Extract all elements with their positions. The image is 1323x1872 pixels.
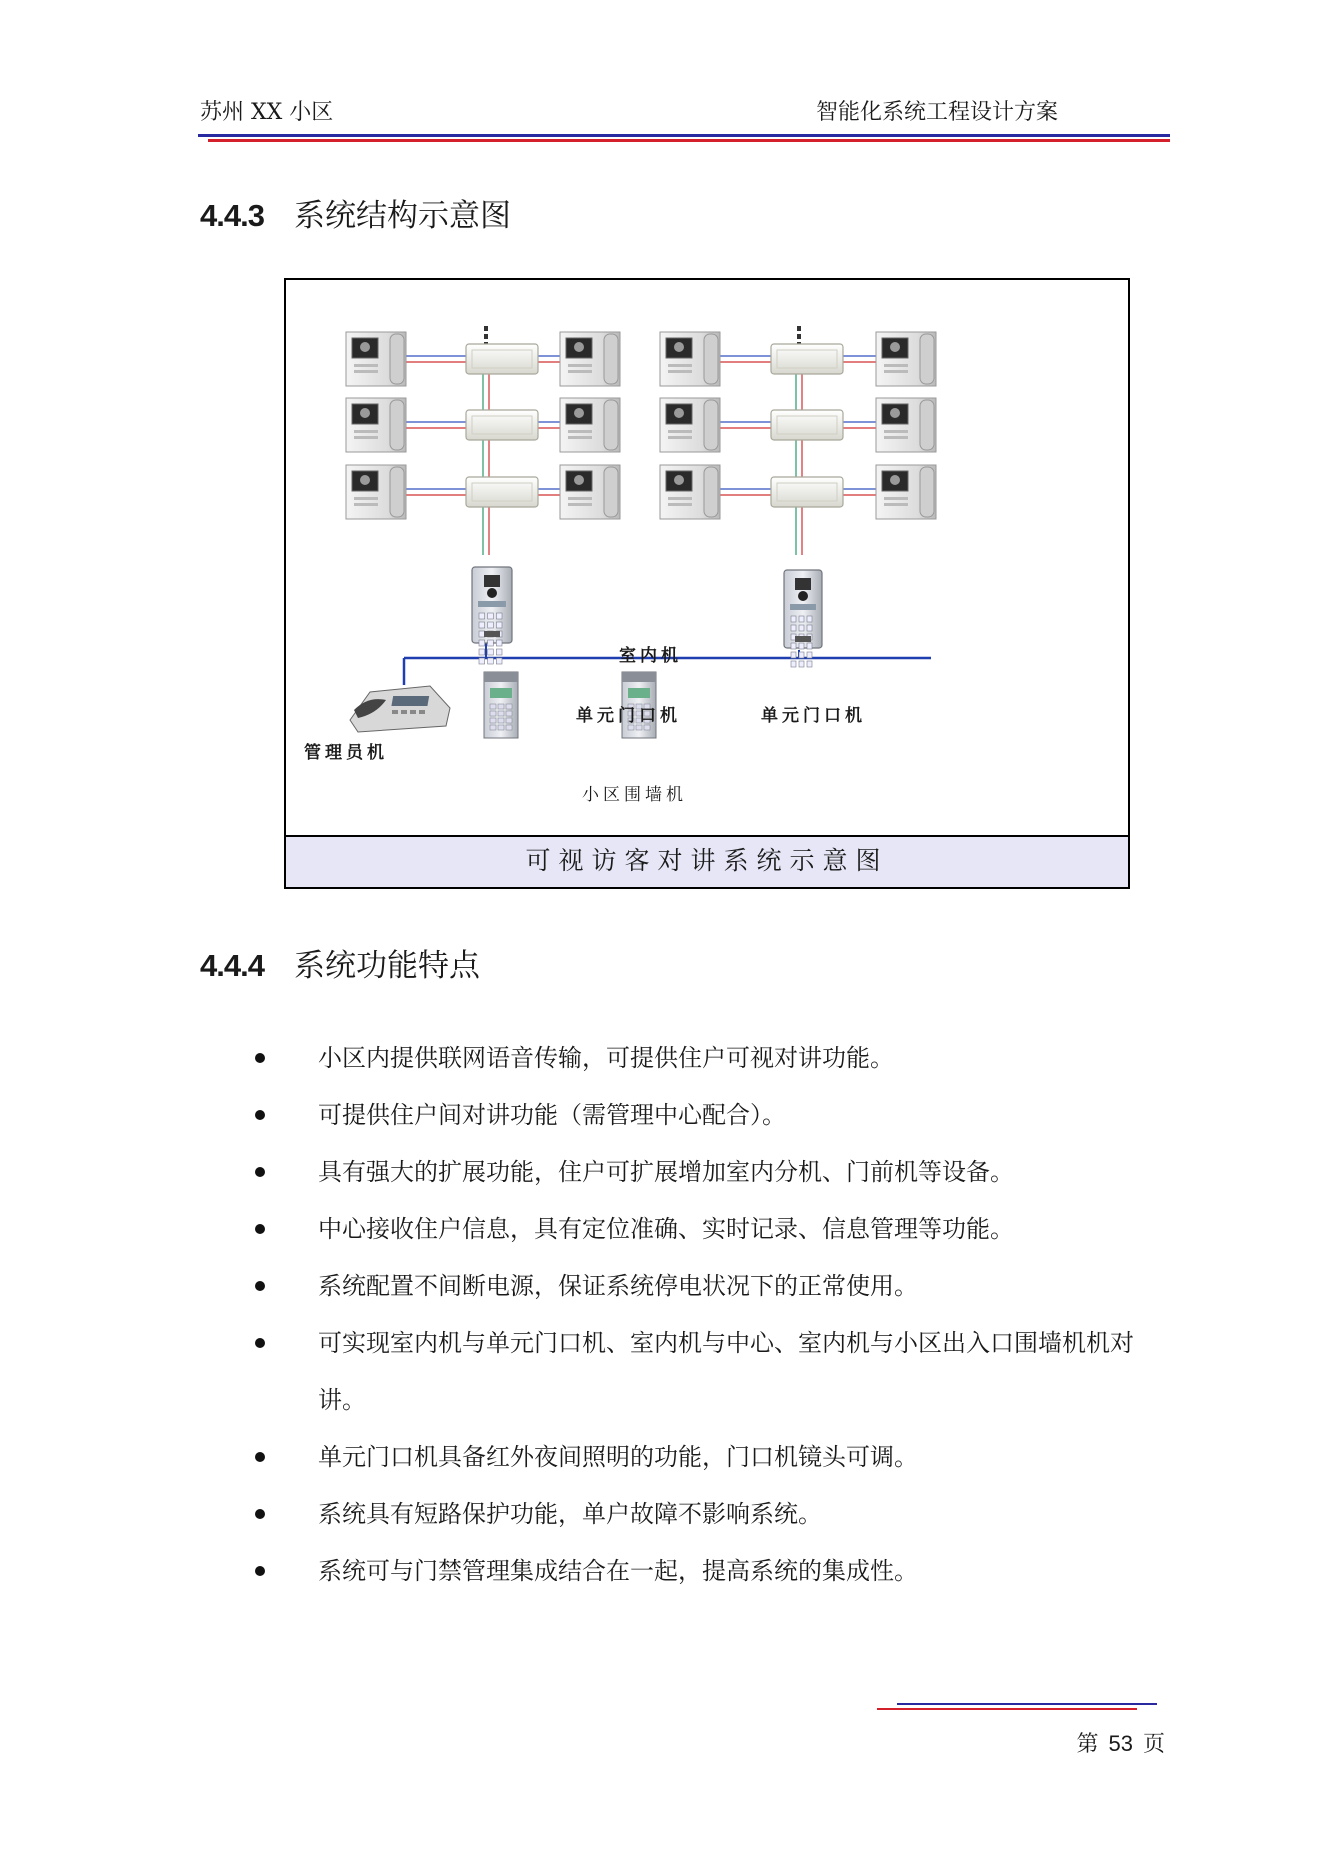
label-unit-door-right: 单元门口机 <box>761 706 866 726</box>
header-right: 智能化系统工程设计方案 <box>815 100 1058 125</box>
header-left: 苏州 XX 小区 <box>200 100 334 125</box>
bullet-icon <box>255 1566 265 1576</box>
list-item: 具有强大的扩展功能，住户可扩展增加室内分机、门前机等设备。 <box>255 1144 1175 1201</box>
section-443-heading <box>200 190 511 235</box>
footer-rule-red <box>877 1708 1137 1710</box>
indoor-monitor-icon <box>346 332 406 386</box>
indoor-monitor-icon <box>560 332 620 386</box>
section-444-title: 系统功能特点 <box>293 948 480 984</box>
label-unit-door-left: 单元门口机 <box>576 706 681 726</box>
indoor-monitor-icon <box>346 465 406 519</box>
junction-box-icon <box>771 477 843 507</box>
page-number: 第 53 页 <box>1076 1731 1165 1757</box>
connector-mark <box>797 334 801 339</box>
indoor-monitor-icon <box>560 465 620 519</box>
section-444-number: 4.4.4 <box>200 948 264 983</box>
junction-box-icon <box>466 344 538 374</box>
feature-list <box>255 1030 1175 1600</box>
list-item: 可实现室内机与单元门口机、室内机与中心、室内机与小区出入口围墙机机对讲。 <box>255 1315 1175 1429</box>
junction-box-icon <box>771 410 843 440</box>
indoor-monitor-icon <box>876 398 936 452</box>
diagram-canvas <box>286 280 1128 837</box>
header-rule-red <box>208 139 1170 142</box>
indoor-monitor-icon <box>346 398 406 452</box>
footer-rule-blue <box>897 1703 1157 1705</box>
indoor-monitor-icon <box>876 332 936 386</box>
manager-console-icon <box>350 686 450 732</box>
list-item: 单元门口机具备红外夜间照明的功能，门口机镜头可调。 <box>255 1429 1175 1486</box>
bullet-icon <box>255 1053 265 1063</box>
bullet-icon <box>255 1281 265 1291</box>
list-item: 系统可与门禁管理集成结合在一起，提高系统的集成性。 <box>255 1543 1175 1600</box>
indoor-monitor-icon <box>560 398 620 452</box>
bullet-icon <box>255 1338 265 1348</box>
junction-box-icon <box>466 410 538 440</box>
figure-caption: 可视访客对讲系统示意图 <box>286 835 1128 887</box>
indoor-monitor-icon <box>660 465 720 519</box>
bullet-icon <box>255 1452 265 1462</box>
section-443-number: 4.4.3 <box>200 198 264 233</box>
door-station-icon <box>784 570 822 667</box>
junction-box-icon <box>466 477 538 507</box>
door-station-icon <box>472 567 512 664</box>
bullet-icon <box>255 1224 265 1234</box>
list-item: 小区内提供联网语音传输，可提供住户可视对讲功能。 <box>255 1030 1175 1087</box>
indoor-monitor-icon <box>660 332 720 386</box>
label-wall-unit: 小区围墙机 <box>582 785 687 805</box>
indoor-monitor-icon <box>876 465 936 519</box>
list-item: 系统具有短路保护功能，单户故障不影响系统。 <box>255 1486 1175 1543</box>
bullet-icon <box>255 1167 265 1177</box>
list-item: 系统配置不间断电源，保证系统停电状况下的正常使用。 <box>255 1258 1175 1315</box>
section-443-title: 系统结构示意图 <box>293 198 511 234</box>
list-item: 中心接收住户信息，具有定位准确、实时记录、信息管理等功能。 <box>255 1201 1175 1258</box>
connector-mark <box>484 334 488 339</box>
wall-unit-icon <box>484 672 518 738</box>
bullet-icon <box>255 1509 265 1519</box>
label-manager: 管理员机 <box>304 743 388 763</box>
connector-mark <box>797 326 801 331</box>
header-rule-blue <box>198 134 1170 137</box>
list-item: 可提供住户间对讲功能（需管理中心配合）。 <box>255 1087 1175 1144</box>
label-indoor-unit: 室内机 <box>619 646 682 666</box>
section-444-heading <box>200 940 480 985</box>
system-diagram <box>284 278 1130 889</box>
indoor-monitor-icon <box>660 398 720 452</box>
bullet-icon <box>255 1110 265 1120</box>
junction-box-icon <box>771 344 843 374</box>
connector-mark <box>484 326 488 331</box>
